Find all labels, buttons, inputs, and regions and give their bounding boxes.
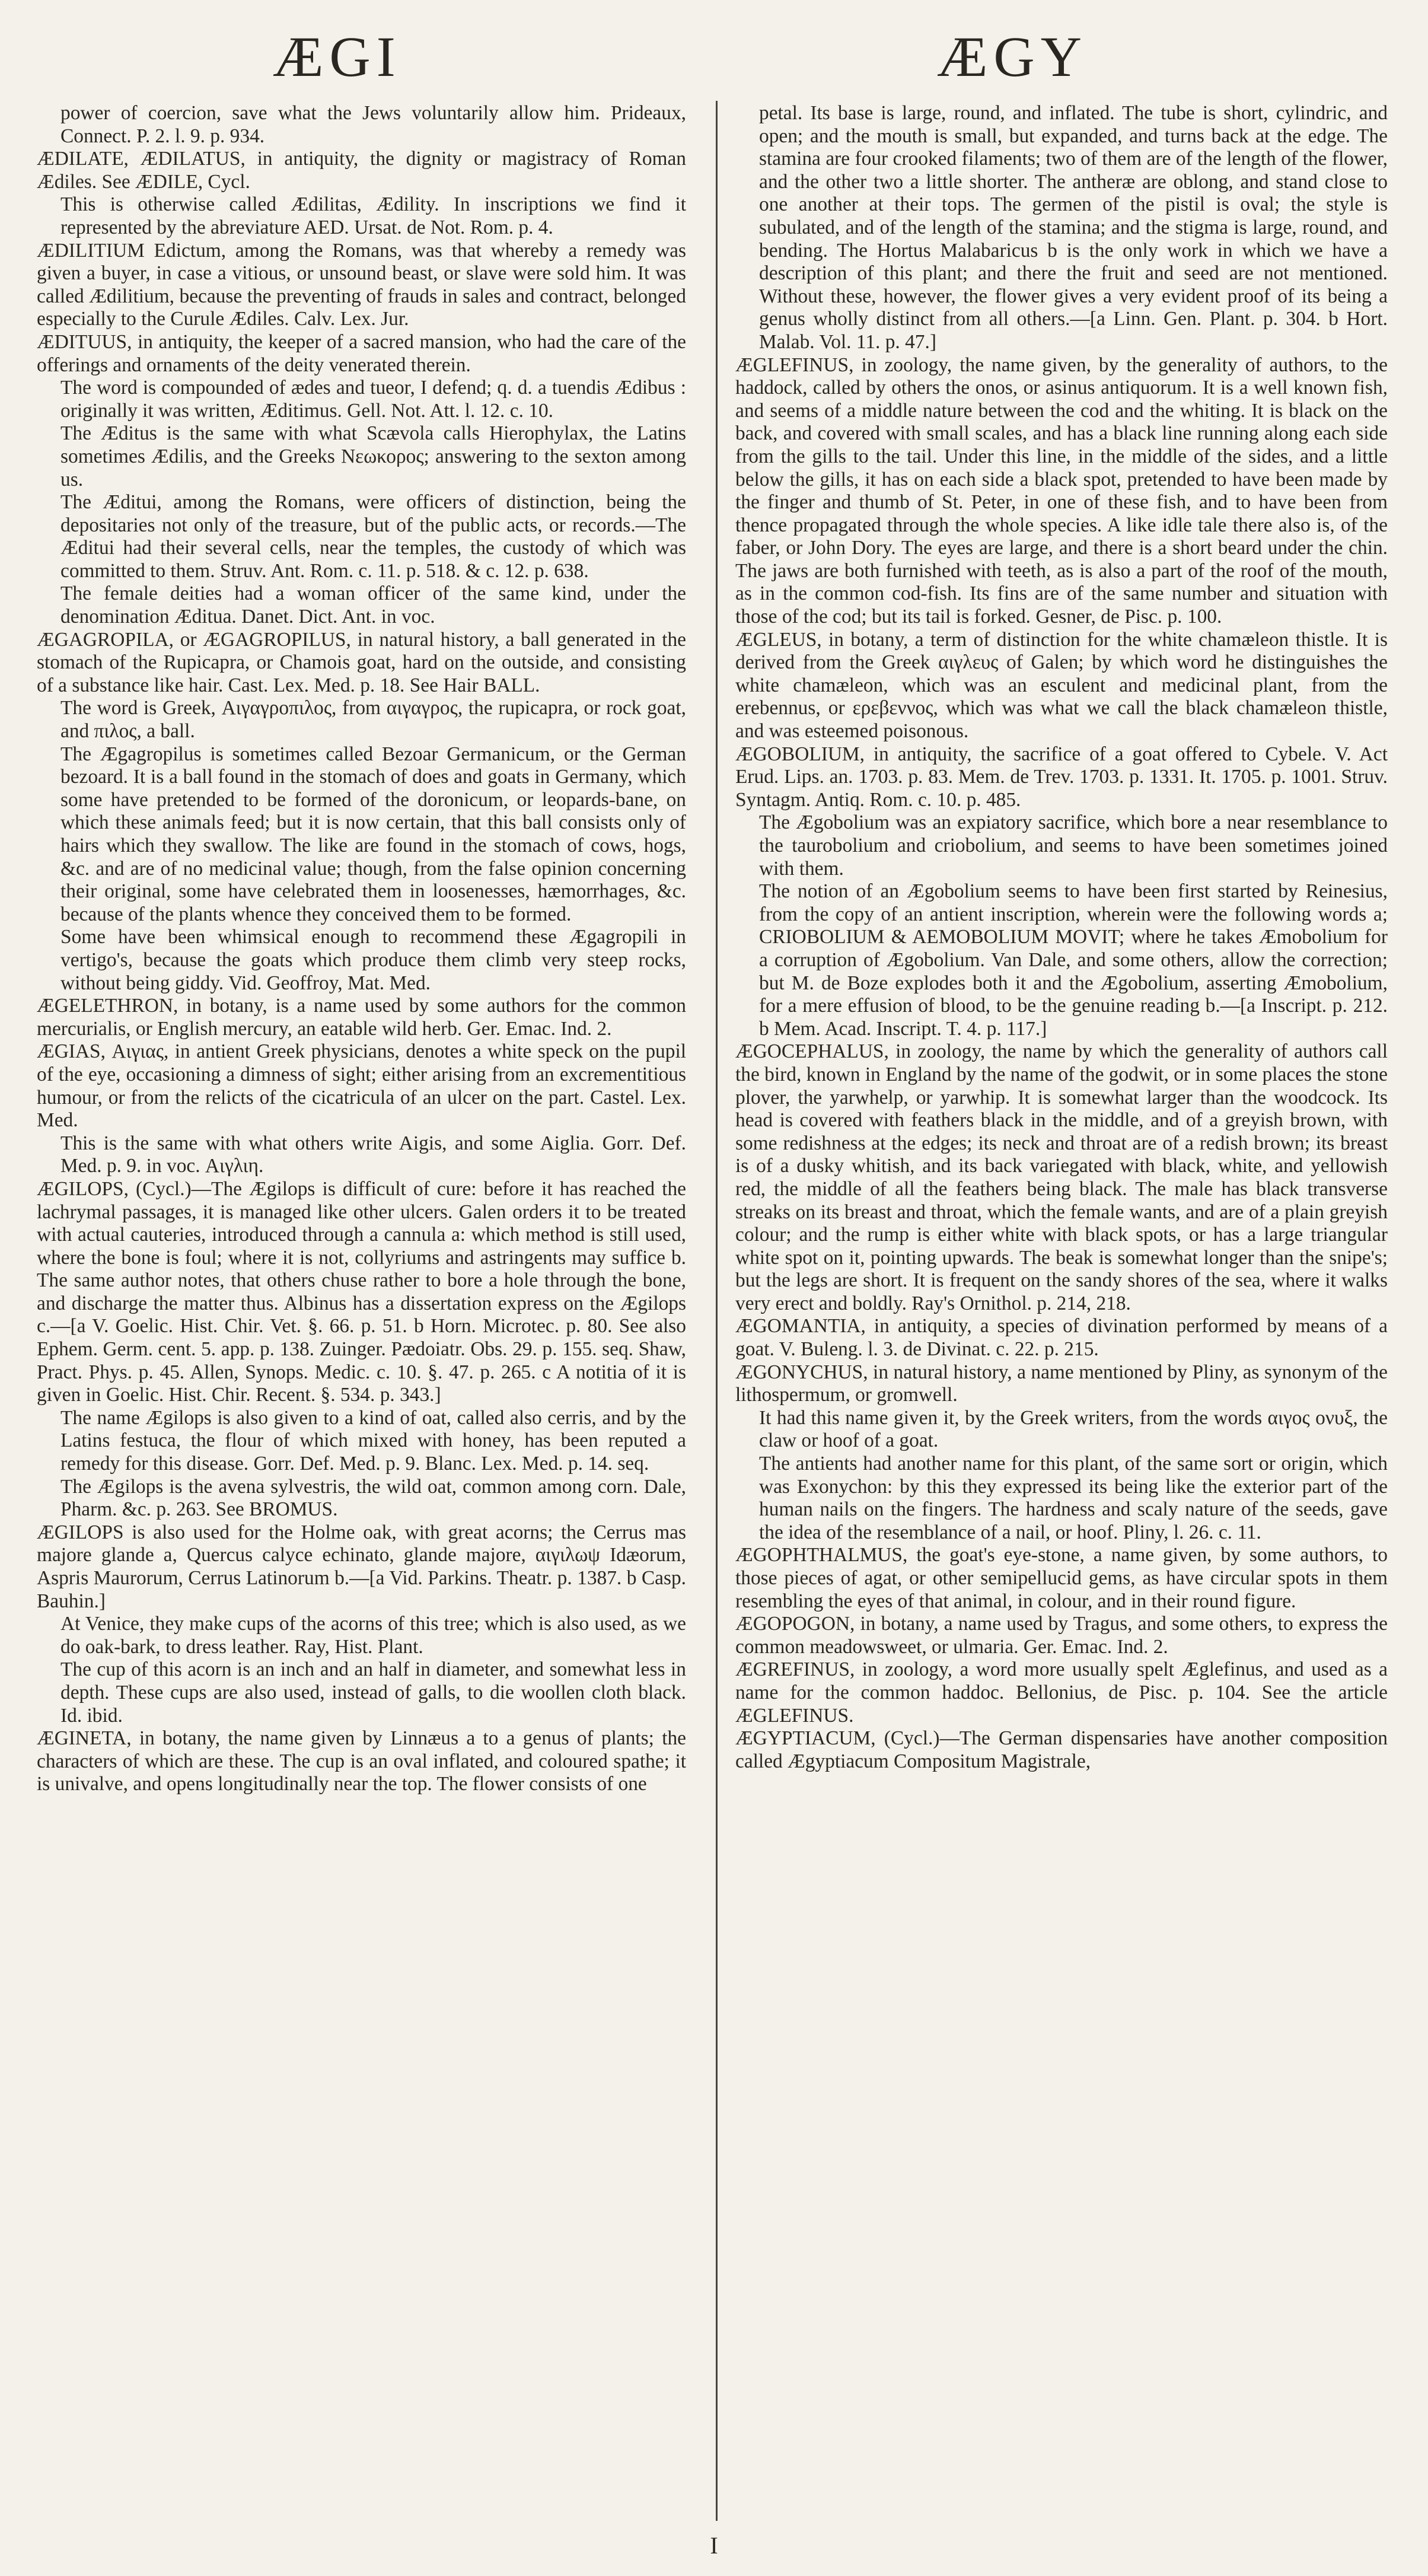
column-rule bbox=[716, 101, 718, 2521]
paragraph: The Æditus is the same with what Scævola calls Hierophylax, the Latins sometimes Ædilis, and the Greeks Νεωκορος; answering to the sexton among us. bbox=[60, 422, 686, 491]
paragraph: ÆGOMANTIA, in antiquity, a species of divination performed by means of a goat. V. Buleng. l. 3. de Divinat. c. 22. p. 215. bbox=[735, 1315, 1388, 1361]
paragraph: power of coercion, save what the Jews voluntarily allow him. Prideaux, Connect. P. 2. l. 9. p. 934. bbox=[60, 102, 686, 147]
paragraph: The cup of this acorn is an inch and an half in diameter, and somewhat less in depth. These cups are also used, instead of galls, to die woollen cloth black. Id. ibid. bbox=[60, 1658, 686, 1727]
paragraph: ÆDITUUS, in antiquity, the keeper of a sacred mansion, who had the care of the offerings and ornaments of the deity venerated therein. bbox=[37, 330, 686, 376]
paragraph: ÆGYPTIACUM, (Cycl.)—The German dispensaries have another composition called Ægyptiacum Compositum Magistrale, bbox=[735, 1727, 1388, 1772]
paragraph: ÆGINETA, in botany, the name given by Linnæus a to a genus of plants; the characters of which are these. The cup is an oval inflated, and coloured spathe; it is univalve, and opens longitudinally near the top. The flower consists of one bbox=[37, 1727, 686, 1795]
paragraph: At Venice, they make cups of the acorns of this tree; which is also used, as we do oak-bark, to dress leather. Ray, Hist. Plant. bbox=[60, 1613, 686, 1658]
running-head-right: ÆGY bbox=[937, 25, 1088, 88]
paragraph: ÆGREFINUS, in zoology, a word more usually spelt Æglefinus, and used as a name for the common haddoc. Bellonius, de Pisc. p. 104. See the article ÆGLEFINUS. bbox=[735, 1658, 1388, 1727]
right-column bbox=[735, 102, 1388, 2522]
paragraph: ÆGILOPS, (Cycl.)—The Ægilops is difficult of cure: before it has reached the lachrymal passages, it is managed like other ulcers. Galen orders it to be treated with actual cauteries, introduced through a cannula a: which method is still used, where the bone is foul; where it is not, collyriums and astringents may suffice b. The same author notes, that others chuse rather to bore a hole through the bone, and discharge the matter thus. Albinus has a dissertation express on the Ægilops c.—[a V. Goelic. Hist. Chir. Vet. §. 66. p. 51. b Horn. Microtec. p. 80. See also Ephem. Germ. cent. 5. app. p. 138. Zuinger. Pædoiatr. Obs. 29. p. 155. seq. Shaw, Pract. Phys. p. 45. Allen, Synops. Medic. c. 10. §. 47. p. 265. c A notitia of it is given in Goelic. Hist. Chir. Recent. §. 534. p. 343.] bbox=[37, 1177, 686, 1406]
paragraph: The antients had another name for this plant, of the same sort or origin, which was Exonychon: by this they expressed its being like the exterior part of the human nails on the fingers. The hardness and scaly nature of the seeds, gave the idea of the resemblance of a nail, or hoof. Pliny, l. 26. c. 11. bbox=[759, 1453, 1388, 1543]
paragraph: The word is compounded of ædes and tueor, I defend; q. d. a tuendis Ædibus : originally it was written, Æditimus. Gell. Not. Att. l. 12. c. 10. bbox=[60, 377, 686, 422]
paragraph: ÆGAGROPILA, or ÆGAGROPILUS, in natural history, a ball generated in the stomach of the Rupicapra, or Chamois goat, hard on the outside, and consisting of a substance like hair. Cast. Lex. Med. p. 18. See Hair BALL. bbox=[37, 628, 686, 696]
paragraph: The Æditui, among the Romans, were officers of distinction, being the depositaries not only of the treasure, but of the public acts, or records.—The Æditui had their several cells, near the temples, the custody of which was committed to them. Struv. Ant. Rom. c. 11. p. 518. & c. 12. p. 638. bbox=[60, 491, 686, 582]
paragraph: The Ægagropilus is sometimes called Bezoar Germanicum, or the German bezoard. It is a ball found in the stomach of does and goats in Germany, which some have pretended to be formed of the doronicum, or leopards-bane, on which these animals feed; but it is now certain, that this ball consists only of hairs which they swallow. The like are found in the stomach of cows, hogs, &c. and are of no medicinal value; though, from the false opinion concerning their original, some have celebrated them in loosenesses, hæmorrhages, &c. because of the plants whence they conceived them to be formed. bbox=[60, 743, 686, 925]
paragraph: ÆGOBOLIUM, in antiquity, the sacrifice of a goat offered to Cybele. V. Act Erud. Lips. an. 1703. p. 83. Mem. de Trev. 1703. p. 1331. It. 1705. p. 1001. Struv. Syntagm. Antiq. Rom. c. 10. p. 485. bbox=[735, 743, 1388, 811]
paragraph: The Ægilops is the avena sylvestris, the wild oat, common among corn. Dale, Pharm. &c. p. 263. See BROMUS. bbox=[60, 1475, 686, 1521]
paragraph: The notion of an Ægobolium seems to have been first started by Reinesius, from the copy of an antient inscription, wherein were the following words a; CRIOBOLIUM & AEMOBOLIUM MOVIT; where he takes Æmobolium for a corruption of Ægobolium. Van Dale, and some others, allow the correction; but M. de Boze explodes both it and the Ægobolium, asserting Æmobolium, for a mere effusion of blood, to be the genuine reading b.—[a Inscript. p. 212. b Mem. Acad. Inscript. T. 4. p. 117.] bbox=[759, 880, 1388, 1040]
signature-mark: I bbox=[710, 2532, 718, 2559]
paragraph: petal. Its base is large, round, and inflated. The tube is short, cylindric, and open; and the mouth is small, but expanded, and turns back at the edge. The stamina are four crooked filaments; two of them are of the length of the flower, and the other two a little shorter. The antheræ are oblong, and stand close to one another at their tops. The germen of the pistil is oval; the style is subulated, and of the length of the stamina; and the stigma is large, round, and bending. The Hortus Malabaricus b is the only work in which we have a description of this plant; and there the fruit and seed are not mentioned. Without these, however, the flower gives a very evident proof of its being a genus wholly distinct from all others.—[a Linn. Gen. Plant. p. 304. b Hort. Malab. Vol. 11. p. 47.] bbox=[759, 102, 1388, 353]
paragraph: ÆGOPHTHALMUS, the goat's eye-stone, a name given, by some authors, to those pieces of agat, or other semipellucid gems, as have circular spots in them resembling the eyes of that animal, in colour, and in their round figure. bbox=[735, 1544, 1388, 1612]
paragraph: ÆDILITIUM Edictum, among the Romans, was that whereby a remedy was given a buyer, in case a vitious, or unsound beast, or slave were sold him. It was called Ædilitium, because the preventing of frauds in sales and contract, belonged especially to the Curule Ædiles. Calv. Lex. Jur. bbox=[37, 239, 686, 330]
paragraph: The female deities had a woman officer of the same kind, under the denomination Æditua. Danet. Dict. Ant. in voc. bbox=[60, 582, 686, 628]
paragraph: ÆGONYCHUS, in natural history, a name mentioned by Pliny, as synonym of the lithospermum, or gromwell. bbox=[735, 1361, 1388, 1406]
paragraph: The Ægobolium was an expiatory sacrifice, which bore a near resemblance to the taurobolium and criobolium, and seems to have been sometimes joined with them. bbox=[759, 811, 1388, 880]
paragraph: This is the same with what others write Aigis, and some Aiglia. Gorr. Def. Med. p. 9. in voc. Αιγλιη. bbox=[60, 1132, 686, 1177]
running-head-left: ÆGI bbox=[273, 25, 401, 88]
paragraph: ÆGILOPS is also used for the Holme oak, with great acorns; the Cerrus mas majore glande a, Quercus calyce echinato, glande majore, αιγιλωψ Idæorum, Aspris Maurorum, Cerrus Latinorum b.—[a Vid. Parkins. Theatr. p. 1387. b Casp. Bauhin.] bbox=[37, 1521, 686, 1612]
paragraph: ÆGOPOGON, in botany, a name used by Tragus, and some others, to express the common meadowsweet, or ulmaria. Ger. Emac. Ind. 2. bbox=[735, 1613, 1388, 1658]
paragraph: The name Ægilops is also given to a kind of oat, called also cerris, and by the Latins festuca, the flour of which mixed with honey, has been reputed a remedy for this disease. Gorr. Def. Med. p. 9. Blanc. Lex. Med. p. 14. seq. bbox=[60, 1406, 686, 1475]
paragraph: Some have been whimsical enough to recommend these Ægagropili in vertigo's, because the goats which produce them climb very steep rocks, without being giddy. Vid. Geoffroy, Mat. Med. bbox=[60, 926, 686, 994]
paragraph: It had this name given it, by the Greek writers, from the words αιγος ονυξ, the claw or hoof of a goat. bbox=[759, 1406, 1388, 1452]
paragraph: ÆGLEFINUS, in zoology, the name given, by the generality of authors, to the haddock, called by others the onos, or asinus antiquorum. It is a well known fish, and seems of a middle nature between the cod and the whiting. It is black on the back, and covered with small scales, and has a black line running along each side from the gills to the tail. Under this line, in the middle of the sides, and a little below the gills, it has on each side a black spot, pretended to have been made by the finger and thumb of St. Peter, in one of these fish, and to have been from thence propagated through the whole species. A like idle tale there also is, of the faber, or John Dory. The eyes are large, and there is a short beard under the chin. The jaws are both furnished with teeth, as is also a part of the roof of the mouth, as in the common cod-fish. Its fins are of the same number and situation with those of the cod; but its tail is forked. Gesner, de Pisc. p. 100. bbox=[735, 354, 1388, 628]
left-column bbox=[37, 102, 686, 2522]
paragraph: The word is Greek, Αιγαγροπιλος, from αιγαγρος, the rupicapra, or rock goat, and πιλος, a ball. bbox=[60, 697, 686, 743]
paragraph: ÆGLEUS, in botany, a term of distinction for the white chamæleon thistle. It is derived from the Greek αιγλευς of Galen; by which word he distinguishes the white chamæleon, which was an esculent and medicinal plant, from the erebennus, or ερεβεννος, which was what we call the black chamæleon thistle, and was esteemed poisonous. bbox=[735, 628, 1388, 743]
paragraph: ÆDILATE, ÆDILATUS, in antiquity, the dignity or magistracy of Roman Ædiles. See ÆDILE, Cycl. bbox=[37, 148, 686, 193]
paragraph: ÆGOCEPHALUS, in zoology, the name by which the generality of authors call the bird, known in England by the name of the godwit, or in some places the stone plover, the yarwhelp, or yarwhip. It is somewhat larger than the woodcock. Its head is covered with feathers black in the middle, and of a greyish brown, with some redishness at the edges; its neck and throat are of a redish brown; its breast is of a dusky whitish, and its back variegated with black, white, and yellowish red, the middle of all the feathers being black. The male has black transverse streaks on its breast and throat, which the female wants, and are of a plain greyish colour; and the rump is either white with black spots, or has a large triangular white spot on it, pointing upwards. The beak is somewhat longer than the snipe's; but the legs are short. It is frequent on the sandy shores of the sea, where it walks very erect and boldly. Ray's Ornithol. p. 214, 218. bbox=[735, 1040, 1388, 1314]
paragraph: ÆGIAS, Αιγιας, in antient Greek physicians, denotes a white speck on the pupil of the eye, occasioning a dimness of sight; either arising from an excrementitious humour, or from the relicts of the cicatricula of an ulcer on the part. Castel. Lex. Med. bbox=[37, 1040, 686, 1132]
paragraph: ÆGELETHRON, in botany, is a name used by some authors for the common mercurialis, or English mercury, an eatable wild herb. Ger. Emac. Ind. 2. bbox=[37, 995, 686, 1040]
paragraph: This is otherwise called Ædilitas, Ædility. In inscriptions we find it represented by the abreviature AED. Ursat. de Not. Rom. p. 4. bbox=[60, 193, 686, 238]
